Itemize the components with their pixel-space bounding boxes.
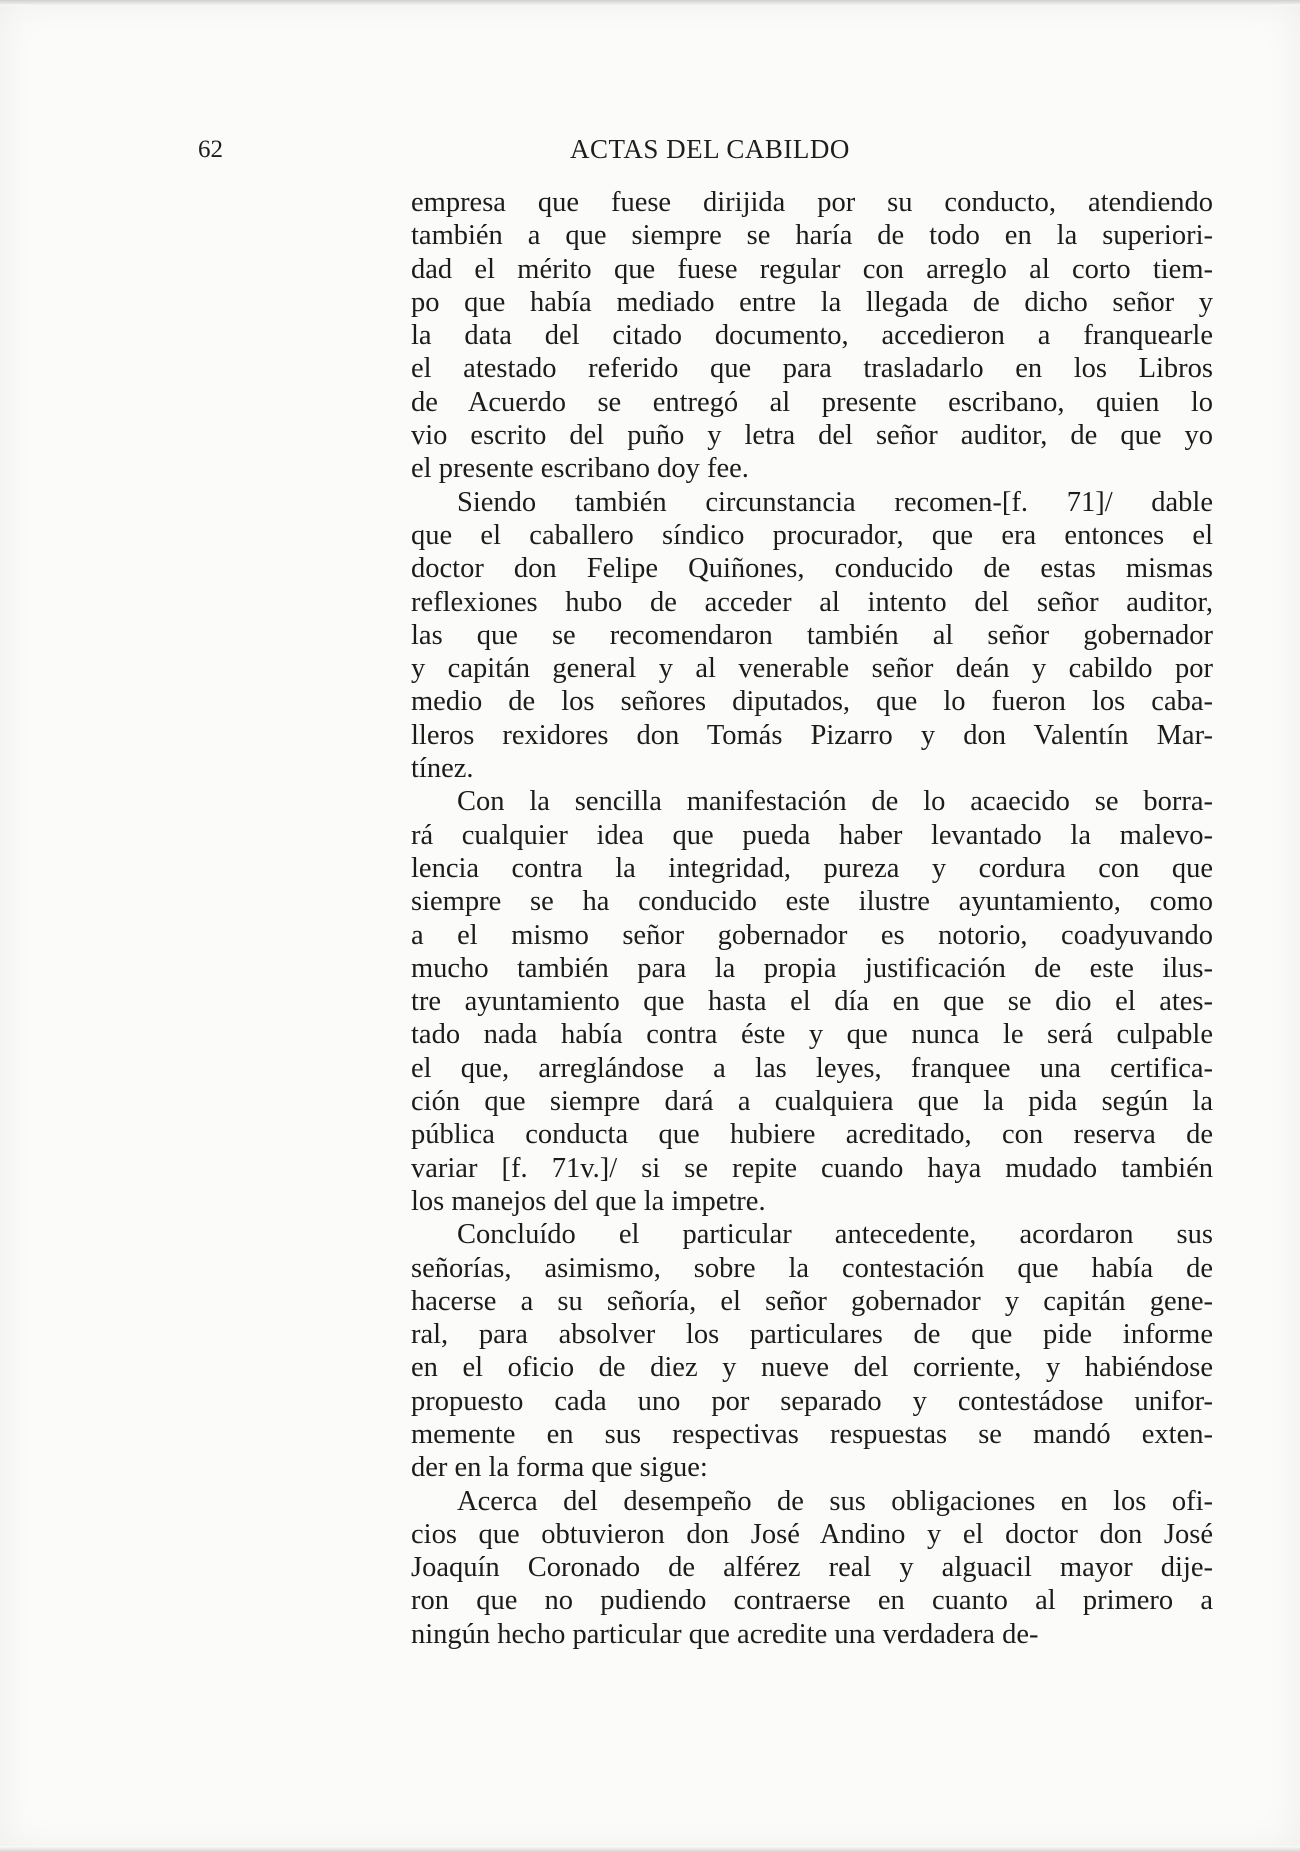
- text-line: también a que siempre se haría de todo en la superiori-: [411, 220, 1213, 252]
- page-top-edge: [0, 0, 1300, 6]
- page-bottom-edge: [0, 1846, 1300, 1852]
- paragraph: [411, 486, 1213, 786]
- text-line: memente en sus respectivas respuestas se mandó exten-: [411, 1418, 1213, 1450]
- text-line: Acerca del desempeño de sus obligaciones en los ofi-: [457, 1485, 1213, 1517]
- text-line: ción que siempre dará a cualquiera que la pida según la: [411, 1086, 1213, 1118]
- text-line: Joaquín Coronado de alférez real y alguacil mayor dije-: [411, 1552, 1213, 1584]
- text-line: el que, arreglándose a las leyes, franquee una certifica-: [411, 1052, 1213, 1084]
- paragraph: [411, 785, 1213, 1218]
- text-line: la data del citado documento, accedieron a franquearle: [411, 320, 1213, 352]
- text-line: y capitán general y al venerable señor deán y cabildo por: [411, 653, 1213, 685]
- text-line: po que había mediado entre la llegada de dicho señor y: [411, 286, 1213, 318]
- text-line: Con la sencilla manifestación de lo acaecido se borra-: [457, 786, 1213, 818]
- text-line: señorías, asimismo, sobre la contestación que había de: [411, 1252, 1213, 1284]
- text-line: reflexiones hubo de acceder al intento del señor auditor,: [411, 586, 1213, 618]
- text-line: dad el mérito que fuese regular con arreglo al corto tiem-: [411, 253, 1213, 285]
- text-line: Siendo también circunstancia recomen-[f. 71]/ dable: [457, 486, 1213, 518]
- text-line: tado nada había contra éste y que nunca le será culpable: [411, 1019, 1213, 1051]
- text-line: hacerse a su señoría, el señor gobernador y capitán gene-: [411, 1285, 1213, 1317]
- text-line: de Acuerdo se entregó al presente escribano, quien lo: [411, 386, 1213, 418]
- text-line: el atestado referido que para trasladarlo en los Libros: [411, 353, 1213, 385]
- text-line: medio de los señores diputados, que lo fueron los caba-: [411, 686, 1213, 718]
- text-line: pública conducta que hubiere acreditado, con reserva de: [411, 1119, 1213, 1151]
- text-line: lleros rexidores don Tomás Pizarro y don Valentín Mar-: [411, 719, 1213, 751]
- text-line: siempre se ha conducido este ilustre ayuntamiento, como: [411, 886, 1213, 918]
- text-line: ningún hecho particular que acredite una verdadera de-: [411, 1618, 1039, 1650]
- text-line: ral, para absolver los particulares de que pide informe: [411, 1319, 1213, 1351]
- text-line: lencia contra la integridad, pureza y cordura con que: [411, 852, 1213, 884]
- text-line: tínez.: [411, 753, 474, 785]
- paragraph: [411, 1485, 1213, 1651]
- body-text: [411, 186, 1213, 1651]
- running-title: ACTAS DEL CABILDO: [570, 134, 850, 164]
- text-line: las que se recomendaron también al señor gobernador: [411, 619, 1213, 651]
- paragraph: [411, 186, 1213, 486]
- text-line: empresa que fuese dirijida por su conducto, atendiendo: [411, 187, 1213, 218]
- text-line: rá cualquier idea que pueda haber levantado la malevo-: [411, 819, 1213, 851]
- text-line: los manejos del que la impetre.: [411, 1185, 766, 1217]
- paragraph: [411, 1218, 1213, 1484]
- text-line: a el mismo señor gobernador es notorio, coadyuvando: [411, 919, 1213, 951]
- text-line: propuesto cada uno por separado y contestádose unifor-: [411, 1385, 1213, 1417]
- text-line: ron que no pudiendo contraerse en cuanto al primero a: [411, 1585, 1213, 1617]
- text-line: que el caballero síndico procurador, que era entonces el: [411, 519, 1213, 551]
- text-line: en el oficio de diez y nueve del corriente, y habiéndose: [411, 1352, 1213, 1384]
- text-line: el presente escribano doy fee.: [411, 453, 749, 485]
- text-line: doctor don Felipe Quiñones, conducido de estas mismas: [411, 553, 1213, 585]
- text-line: vio escrito del puño y letra del señor auditor, de que yo: [411, 420, 1213, 452]
- text-line: cios que obtuvieron don José Andino y el doctor don José: [411, 1518, 1213, 1550]
- text-line: variar [f. 71v.]/ si se repite cuando haya mudado también: [411, 1152, 1213, 1184]
- text-line: mucho también para la propia justificación de este ilus-: [411, 952, 1213, 984]
- text-line: tre ayuntamiento que hasta el día en que se dio el ates-: [411, 986, 1213, 1018]
- text-line: Concluído el particular antecedente, acordaron sus: [457, 1219, 1213, 1251]
- text-line: der en la forma que sigue:: [411, 1452, 708, 1484]
- page-number: 62: [198, 136, 223, 163]
